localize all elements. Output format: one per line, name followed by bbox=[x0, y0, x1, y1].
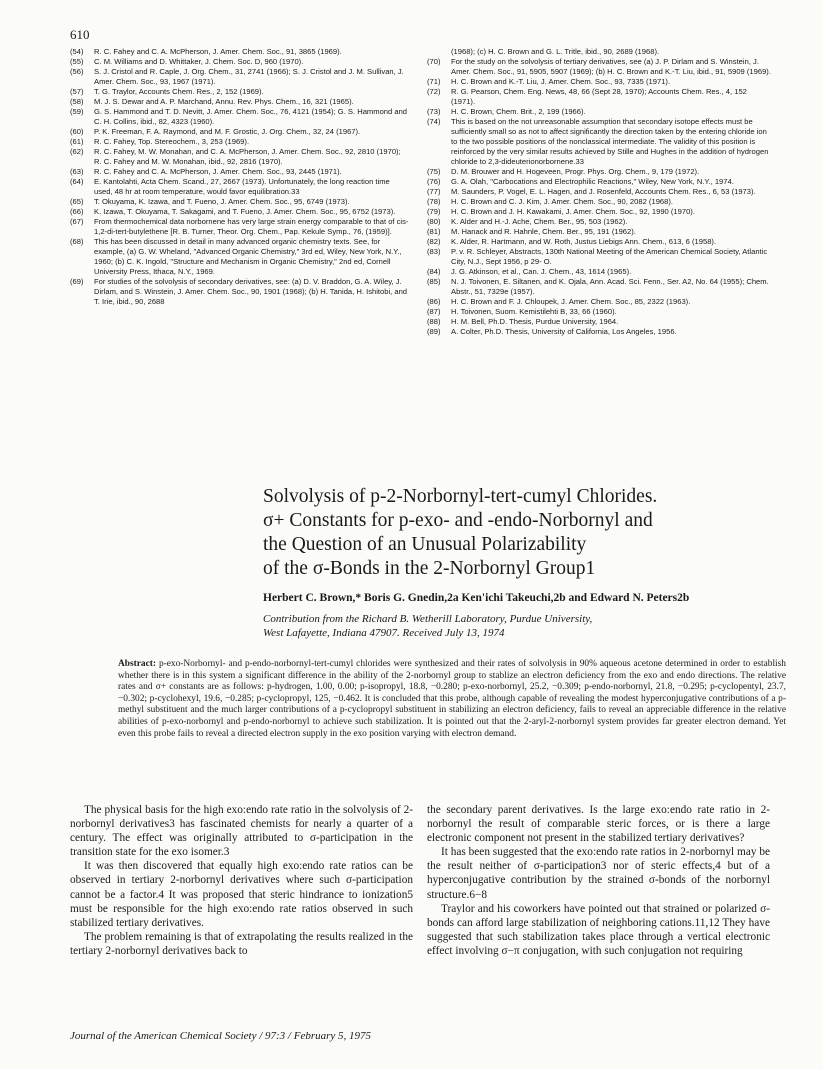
reference-number: (79) bbox=[427, 207, 441, 216]
reference-item bbox=[70, 107, 410, 127]
reference-item bbox=[70, 47, 410, 57]
reference-text: R. C. Fahey, Top. Stereochem., 3, 253 (1969). bbox=[94, 137, 250, 146]
reference-text: S. J. Cristol and R. Caple, J. Org. Chem., 31, 2741 (1966); S. J. Cristol and J. M. Sullivan, J. Amer. Chem. Soc., 93, 1967 (1971). bbox=[94, 67, 404, 86]
reference-item bbox=[427, 297, 772, 307]
reference-text: K. Alder, R. Hartmann, and W. Roth, Justus Liebigs Ann. Chem., 613, 6 (1958). bbox=[451, 237, 717, 246]
reference-text: R. C. Fahey, M. W. Monahan, and C. A. McPherson, J. Amer. Chem. Soc., 92, 2810 (1970); R. C. Fahey and M. W. Monahan, ibid., 92, 2816 (1970). bbox=[94, 147, 401, 166]
reference-number: (65) bbox=[70, 197, 84, 206]
reference-item bbox=[427, 47, 772, 57]
reference-item bbox=[427, 227, 772, 237]
reference-text: M. Hanack and R. Hahnle, Chem. Ber., 95, 191 (1962). bbox=[451, 227, 636, 236]
reference-text: H. C. Brown and J. H. Kawakami, J. Amer. Chem. Soc., 92, 1990 (1970). bbox=[451, 207, 695, 216]
reference-item bbox=[70, 147, 410, 167]
body-left-column bbox=[70, 803, 413, 958]
reference-number: (76) bbox=[427, 177, 441, 186]
reference-text: N. J. Toivonen, E. Siltanen, and K. Ojala, Ann. Acad. Sci. Fenn., Ser. A2, No. 64 (1955); Chem. Abstr., 51, 7329e (1957). bbox=[451, 277, 769, 296]
reference-number: (85) bbox=[427, 277, 441, 286]
reference-text: R. C. Fahey and C. A. McPherson, J. Amer. Chem. Soc., 91, 3865 (1969). bbox=[94, 47, 342, 56]
reference-text: H. C. Brown, Chem. Brit., 2, 199 (1966). bbox=[451, 107, 586, 116]
reference-text: J. G. Atkinson, et al., Can. J. Chem., 43, 1614 (1965). bbox=[451, 267, 632, 276]
reference-text: H. Toivonen, Suom. Kemistilehti B, 33, 66 (1960). bbox=[451, 307, 617, 316]
affiliation-line: Contribution from the Richard B. Wetherill Laboratory, Purdue University, bbox=[263, 613, 593, 625]
reference-number: (87) bbox=[427, 307, 441, 316]
reference-number: (66) bbox=[70, 207, 84, 216]
reference-number: (72) bbox=[427, 87, 441, 96]
abstract-text: p-exo-Norbornyl- and p-endo-norbornyl-tert-cumyl chlorides were synthesized and their rates of solvolysis in 90% aqueous acetone determined in order to establish whether there is in this system a significant difference in the ability of the 2-norbornyl group to stablize an electron deficiency from the exo and endo directions. The relative rates and σ+ constants are as follows: p-hydrogen, 1.00, 0.00; p-isopropyl, 18.8, −0.280; p-exo-norbornyl, 25.2, −0.309; p-endo-norbornyl, 21.8, −0.295; p-cyclopentyl, 23.7, −0.302; p-cyclohexyl, 19.6, −0.285; p-cyclopropyl, 125, −0.462. It is concluded that this probe, although capable of revealing the modest hyperconjugative contributions of a p-methyl substituent and the much larger contributions of a p-cyclopropyl substituent in stabilizing an electron deficiency, fails to reveal an appreciable difference in the relative abilities of p-exo-norbornyl and p-endo-norbornyl to achieve such stabilization. It is pointed out that the 2-aryl-2-norbornyl system provides far greater electron demand. Yet even this probe fails to reveal a directed electron supply in the exo position varying with electron demand. bbox=[118, 659, 786, 739]
reference-number: (58) bbox=[70, 97, 84, 106]
reference-item bbox=[427, 267, 772, 277]
reference-text: A. Colter, Ph.D. Thesis, University of California, Los Angeles, 1956. bbox=[451, 327, 677, 336]
reference-item bbox=[427, 307, 772, 317]
reference-number: (75) bbox=[427, 167, 441, 176]
abstract-label: Abstract: bbox=[118, 659, 157, 669]
body-right-column bbox=[427, 803, 770, 958]
reference-item bbox=[70, 87, 410, 97]
reference-number: (71) bbox=[427, 77, 441, 86]
reference-item bbox=[427, 317, 772, 327]
reference-item bbox=[427, 107, 772, 117]
page-number: 610 bbox=[70, 27, 90, 42]
affiliation bbox=[263, 612, 763, 640]
references-left-column bbox=[70, 47, 410, 307]
reference-item bbox=[427, 247, 772, 267]
reference-text: H. M. Bell, Ph.D. Thesis, Purdue University, 1964. bbox=[451, 317, 619, 326]
title-line: σ+ Constants for p-exo- and -endo-Norbornyl and bbox=[263, 510, 653, 531]
reference-item bbox=[427, 117, 772, 167]
body-paragraph: Traylor and his coworkers have pointed out that strained or polarized σ-bonds can afford large stabilization of neighboring cations.11,12 They have suggested that such stabilization takes place through a vertical electronic effect involving σ−π conjugation, with such conjugation not requiring bbox=[427, 902, 770, 957]
reference-number: (60) bbox=[70, 127, 84, 136]
body-paragraph: The physical basis for the high exo:endo rate ratio in the solvolysis of 2-norbornyl derivatives3 has fascinated chemists for nearly a quarter of a century. The effect was originally attributed to σ-participation in the transition state for the exo isomer.3 bbox=[70, 804, 413, 859]
reference-item bbox=[70, 127, 410, 137]
reference-number: (80) bbox=[427, 217, 441, 226]
reference-item bbox=[70, 167, 410, 177]
reference-number: (78) bbox=[427, 197, 441, 206]
reference-text: M. Saunders, P. Vogel, E. L. Hagen, and J. Rosenfeld, Accounts Chem. Res., 6, 53 (1973). bbox=[451, 187, 756, 196]
reference-number: (84) bbox=[427, 267, 441, 276]
reference-text: For the study on the solvolysis of tertiary derivatives, see (a) J. P. Dirlam and S. Winstein, J. Amer. Chem. Soc., 91, 5905, 5907 (1969); (b) H. C. Brown and K.-T. Liu, ibid., 91, 5909 (1969). bbox=[451, 57, 771, 76]
reference-item bbox=[70, 277, 410, 307]
reference-item bbox=[70, 137, 410, 147]
reference-number: (73) bbox=[427, 107, 441, 116]
body-paragraph: The problem remaining is that of extrapolating the results realized in the tertiary 2-norbornyl derivatives back to bbox=[70, 930, 413, 957]
reference-number: (64) bbox=[70, 177, 84, 186]
reference-number: (82) bbox=[427, 237, 441, 246]
reference-number: (57) bbox=[70, 87, 84, 96]
reference-item bbox=[427, 57, 772, 77]
reference-number: (55) bbox=[70, 57, 84, 66]
reference-item bbox=[427, 77, 772, 87]
reference-item bbox=[427, 87, 772, 107]
reference-text: C. M. Williams and D. Whittaker, J. Chem. Soc. D, 960 (1970). bbox=[94, 57, 304, 66]
reference-item bbox=[427, 167, 772, 177]
reference-number: (77) bbox=[427, 187, 441, 196]
reference-text: K. Izawa, T. Okuyama, T. Sakagami, and T. Fueno, J. Amer. Chem. Soc., 95, 6752 (1973). bbox=[94, 207, 396, 216]
reference-item bbox=[427, 277, 772, 297]
article-title bbox=[263, 485, 763, 581]
reference-item bbox=[427, 237, 772, 247]
reference-text: K. Alder and H.-J. Ache, Chem. Ber., 95, 503 (1962). bbox=[451, 217, 628, 226]
reference-number: (54) bbox=[70, 47, 84, 56]
reference-text: T. G. Traylor, Accounts Chem. Res., 2, 152 (1969). bbox=[94, 87, 264, 96]
reference-text: For studies of the solvolysis of secondary derivatives, see: (a) D. V. Braddon, G. A. Wiley, J. Dirlam, and S. Winstein, J. Amer. Chem. Soc., 90, 1901 (1968); (b) H. Tanida, H. Ishitobi, and T. Irie, ibid., 90, 2688 bbox=[94, 277, 408, 306]
reference-text: G. A. Olah, "Carbocations and Electrophilic Reactions," Wiley, New York, N.Y., 1974. bbox=[451, 177, 734, 186]
reference-item bbox=[427, 217, 772, 227]
reference-item bbox=[427, 177, 772, 187]
reference-text: M. J. S. Dewar and A. P. Marchand, Annu. Rev. Phys. Chem., 16, 321 (1965). bbox=[94, 97, 354, 106]
reference-number: (81) bbox=[427, 227, 441, 236]
body-paragraph: the secondary parent derivatives. Is the large exo:endo rate ratio in 2-norbornyl the result of comparable steric forces, or is there a large electronic component not present in the stabilized tertiary derivatives? bbox=[427, 804, 770, 845]
body-paragraph: It was then discovered that equally high exo:endo rate ratios can be observed in tertiary 2-norbornyl derivatives where such σ-participation cannot be a factor.4 It was proposed that steric hindrance to ionization5 must be responsible for the high exo:endo rate ratios observed in such stabilized tertiary derivatives. bbox=[70, 860, 413, 929]
reference-number: (86) bbox=[427, 297, 441, 306]
reference-text: G. S. Hammond and T. D. Nevitt, J. Amer. Chem. Soc., 76, 4121 (1954); G. S. Hammond and C. H. Collins, ibid., 82, 4323 (1960). bbox=[94, 107, 408, 126]
journal-footer: Journal of the American Chemical Society / 97:3 / February 5, 1975 bbox=[70, 1030, 372, 1042]
reference-item bbox=[70, 57, 410, 67]
reference-text: R. C. Fahey and C. A. McPherson, J. Amer. Chem. Soc., 93, 2445 (1971). bbox=[94, 167, 342, 176]
reference-number: (61) bbox=[70, 137, 84, 146]
reference-text: This has been discussed in detail in many advanced organic chemistry texts. See, for example, (a) G. W. Wheland, "Advanced Organic Chemistry," 3rd ed, Wiley, New York, N.Y., 1960; (b) C. K. Ingold, "Structure and Mechanism in Organic Chemistry," 2nd ed, Cornell University Press, Ithaca, N.Y., 1969. bbox=[94, 237, 402, 276]
title-line: the Question of an Unusual Polarizability bbox=[263, 534, 587, 555]
reference-item bbox=[427, 207, 772, 217]
reference-number: (59) bbox=[70, 107, 84, 116]
reference-item bbox=[70, 67, 410, 87]
reference-text: This is based on the not unreasonable assumption that secondary isotope effects must be sufficiently small so as not to affect significantly the direction taken by the entering chloride ion to the two possible positions of the nonclassical intermediate. The validity of this position is reinforced by the very similar results achieved by Stille and Hughes in the addition of hydrogen chloride to 2,3-dideuterionorbornene.33 bbox=[451, 117, 769, 166]
reference-text: P. v. R. Schleyer, Abstracts, 130th National Meeting of the American Chemical Society, Atlantic City, N.J., Sept 1956, p 29- O. bbox=[451, 247, 768, 266]
reference-number: (63) bbox=[70, 167, 84, 176]
references-right-column bbox=[427, 47, 772, 337]
reference-item bbox=[70, 237, 410, 277]
reference-item bbox=[70, 197, 410, 207]
reference-text: (1968); (c) H. C. Brown and G. L. Tritle, ibid., 90, 2689 (1968). bbox=[451, 47, 660, 56]
reference-number: (56) bbox=[70, 67, 84, 76]
title-line: of the σ-Bonds in the 2-Norbornyl Group1 bbox=[263, 558, 596, 579]
reference-number: (70) bbox=[427, 57, 441, 66]
reference-number: (69) bbox=[70, 277, 84, 286]
abstract bbox=[118, 659, 786, 740]
reference-text: R. G. Pearson, Chem. Eng. News, 48, 66 (Sept 28, 1970); Accounts Chem. Res., 4, 152 (1971). bbox=[451, 87, 747, 106]
reference-item bbox=[427, 327, 772, 337]
affiliation-line: West Lafayette, Indiana 47907. Received July 13, 1974 bbox=[263, 627, 505, 639]
reference-text: T. Okuyama, K. Izawa, and T. Fueno, J. Amer. Chem. Soc., 95, 6749 (1973). bbox=[94, 197, 350, 206]
reference-text: E. Kantolahti, Acta Chem. Scand., 27, 2667 (1973). Unfortunately, the long reaction time used, 48 hr at room temperature, would favor equilibration.33 bbox=[94, 177, 390, 196]
reference-text: From thermochemical data norbornene has very large strain energy comparable to that of cis-1,2-di-tert-butylethene [R. B. Turner, Theor. Org. Chem., Pap. Kekule Symp., 76, (1959)]. bbox=[94, 217, 409, 236]
reference-number bbox=[427, 47, 451, 57]
reference-number: (83) bbox=[427, 247, 441, 256]
reference-item bbox=[70, 217, 410, 237]
reference-number: (67) bbox=[70, 217, 84, 226]
reference-number: (74) bbox=[427, 117, 441, 126]
reference-number: (62) bbox=[70, 147, 84, 156]
title-line: Solvolysis of p-2-Norbornyl-tert-cumyl Chlorides. bbox=[263, 486, 658, 507]
reference-text: P. K. Freeman, F. A. Raymond, and M. F. Grostic, J. Org. Chem., 32, 24 (1967). bbox=[94, 127, 361, 136]
reference-item bbox=[427, 187, 772, 197]
reference-item bbox=[70, 207, 410, 217]
reference-text: H. C. Brown and F. J. Chloupek, J. Amer. Chem. Soc., 85, 2322 (1963). bbox=[451, 297, 691, 306]
author-list: Herbert C. Brown,* Boris G. Gnedin,2a Ken'ichi Takeuchi,2b and Edward N. Peters2b bbox=[263, 592, 690, 604]
reference-text: H. C. Brown and K.-T. Liu, J. Amer. Chem. Soc., 93, 7335 (1971). bbox=[451, 77, 671, 86]
reference-number: (88) bbox=[427, 317, 441, 326]
body-paragraph: It has been suggested that the exo:endo rate ratios in 2-norbornyl may be the result neither of σ-participation3 nor of steric effects,4 but of a hyperconjugative contribution by the strained σ-bonds of the norbornyl structure.6−8 bbox=[427, 846, 770, 901]
reference-item bbox=[70, 97, 410, 107]
reference-number: (89) bbox=[427, 327, 441, 336]
reference-item bbox=[70, 177, 410, 197]
reference-text: H. C. Brown and C. J. Kim, J. Amer. Chem. Soc., 90, 2082 (1968). bbox=[451, 197, 673, 206]
reference-item bbox=[427, 197, 772, 207]
reference-text: D. M. Brouwer and H. Hogeveen, Progr. Phys. Org. Chem., 9, 179 (1972). bbox=[451, 167, 700, 176]
reference-number: (68) bbox=[70, 237, 84, 246]
